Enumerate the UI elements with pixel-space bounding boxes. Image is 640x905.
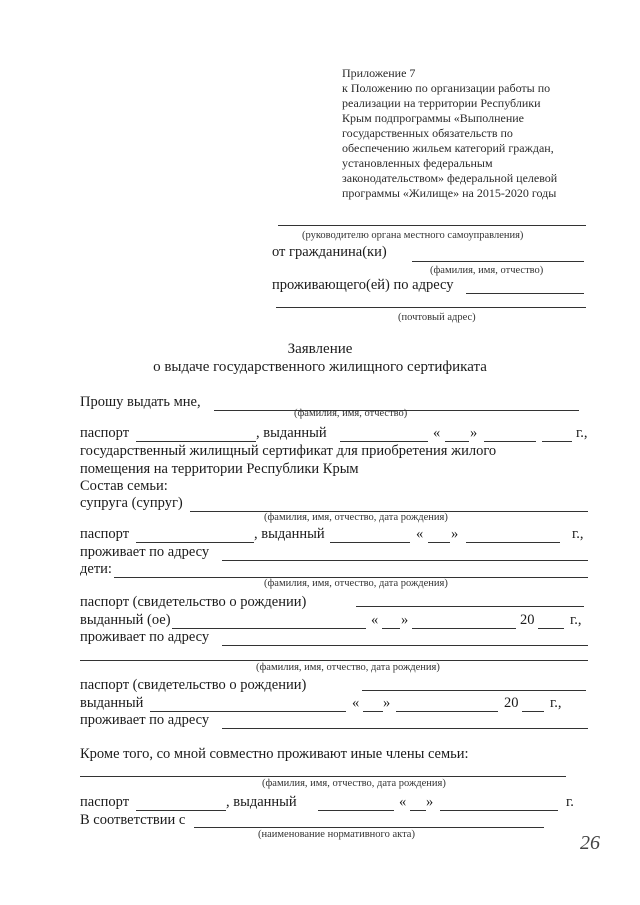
- child2-resides-label: проживает по адресу: [80, 712, 210, 728]
- header-line: государственных обязательств по: [342, 126, 513, 140]
- child-birth-cert-label: паспорт (свидетельство о рождении): [80, 594, 307, 610]
- spouse-address-field[interactable]: [222, 560, 588, 561]
- year-unit: г.,: [550, 695, 562, 711]
- normative-act-field[interactable]: [194, 827, 544, 828]
- year-prefix: 20: [504, 695, 519, 711]
- from-citizen-field[interactable]: [412, 261, 584, 262]
- year-prefix: 20: [520, 612, 535, 628]
- quote-close: »: [383, 695, 391, 711]
- header-line: программы «Жилище» на 2015-2020 годы: [342, 186, 557, 200]
- quote-close: »: [470, 425, 478, 441]
- quote-close: »: [401, 612, 409, 628]
- head-official-line[interactable]: [278, 225, 586, 226]
- spouse-resides-label: проживает по адресу: [80, 544, 210, 560]
- normative-caption: (наименование нормативного акта): [258, 829, 415, 840]
- others-name-field[interactable]: [80, 776, 566, 777]
- request-label: Прошу выдать мне,: [80, 394, 201, 410]
- others-issue-month-field[interactable]: [440, 810, 558, 811]
- spouse-passport-field[interactable]: [136, 542, 254, 543]
- spouse-issued-label: , выданный: [254, 526, 325, 542]
- spouse-issued-by-field[interactable]: [330, 542, 410, 543]
- others-issue-day-field[interactable]: [410, 810, 426, 811]
- header-line: установленных федеральным: [342, 156, 493, 170]
- issue-month-field[interactable]: [484, 441, 536, 442]
- others-passport-label: паспорт: [80, 794, 130, 810]
- residing-label: проживающего(ей) по адресу: [272, 277, 454, 293]
- document-subtitle: о выдаче государственного жилищного сертификата: [153, 359, 487, 375]
- child2-birth-cert-field[interactable]: [362, 690, 586, 691]
- child-issued-label: выданный (ое): [80, 612, 171, 628]
- child2-issue-day-field[interactable]: [363, 711, 383, 712]
- spouse-caption: (фамилия, имя, отчество, дата рождения): [264, 512, 448, 523]
- purpose-line-2: помещения на территории Республики Крым: [80, 461, 359, 477]
- from-citizen-label: от гражданина(ки): [272, 244, 387, 260]
- year-unit: г.,: [572, 526, 584, 542]
- issue-day-field[interactable]: [445, 441, 469, 442]
- quote-close: »: [451, 526, 459, 542]
- others-issued-by-field[interactable]: [318, 810, 394, 811]
- child-resides-label: проживает по адресу: [80, 629, 210, 645]
- head-official-caption: (руководителю органа местного самоуправления): [302, 230, 524, 241]
- header-line: обеспечению жильем категорий граждан,: [342, 141, 554, 155]
- quote-open: «: [371, 612, 379, 628]
- issued-label: , выданный: [256, 425, 327, 441]
- spouse-issue-day-field[interactable]: [428, 542, 450, 543]
- header-line: реализации на территории Республики: [342, 96, 541, 110]
- family-label: Состав семьи:: [80, 478, 168, 494]
- others-label: Кроме того, со мной совместно проживают иные члены семьи:: [80, 746, 469, 762]
- quote-close: »: [426, 794, 434, 810]
- accordance-label: В соответствии с: [80, 812, 186, 828]
- others-issued-label: , выданный: [226, 794, 297, 810]
- others-passport-field[interactable]: [136, 810, 226, 811]
- year-unit-short: г.: [566, 794, 574, 810]
- child2-issue-year-field[interactable]: [522, 711, 544, 712]
- spouse-label: супруга (супруг): [80, 495, 183, 511]
- header-line: к Положению по организации работы по: [342, 81, 551, 95]
- quote-open: «: [399, 794, 407, 810]
- child-issue-year-field[interactable]: [538, 628, 564, 629]
- passport-number-field[interactable]: [136, 441, 256, 442]
- child2-caption: (фамилия, имя, отчество, дата рождения): [256, 662, 440, 673]
- child-issue-month-field[interactable]: [412, 628, 516, 629]
- passport-label: паспорт: [80, 425, 130, 441]
- postal-address-line[interactable]: [276, 307, 586, 308]
- applicant-name-caption: (фамилия, имя, отчество): [294, 408, 408, 419]
- year-unit: г.,: [570, 612, 582, 628]
- child-caption: (фамилия, имя, отчество, дата рождения): [264, 578, 448, 589]
- child-birth-cert-field[interactable]: [356, 606, 584, 607]
- child2-name-field[interactable]: [80, 660, 588, 661]
- others-caption: (фамилия, имя, отчество, дата рождения): [262, 778, 446, 789]
- issued-by-field[interactable]: [340, 441, 428, 442]
- child2-address-field[interactable]: [222, 728, 588, 729]
- quote-open: «: [433, 425, 441, 441]
- issue-year-field[interactable]: [542, 441, 572, 442]
- header-line: Крым подпрограммы «Выполнение: [342, 111, 524, 125]
- from-citizen-caption: (фамилия, имя, отчество): [430, 265, 544, 276]
- child-address-field[interactable]: [222, 645, 588, 646]
- spouse-passport-label: паспорт: [80, 526, 130, 542]
- children-label: дети:: [80, 561, 112, 577]
- postal-caption: (почтовый адрес): [398, 312, 476, 323]
- quote-open: «: [352, 695, 360, 711]
- spouse-issue-month-field[interactable]: [466, 542, 560, 543]
- child2-birth-cert-label: паспорт (свидетельство о рождении): [80, 677, 307, 693]
- document-title: Заявление: [287, 341, 353, 357]
- child2-issue-month-field[interactable]: [396, 711, 498, 712]
- purpose-line: государственный жилищный сертификат для приобретения жилого: [80, 443, 497, 459]
- header-line: Приложение 7: [342, 66, 416, 80]
- child-issue-day-field[interactable]: [382, 628, 400, 629]
- child2-issued-label: выданный: [80, 695, 144, 711]
- page-number: 26: [580, 832, 600, 854]
- header-line: законодательством» федеральной целевой: [342, 171, 558, 185]
- year-unit: г.,: [576, 425, 588, 441]
- quote-open: «: [416, 526, 424, 542]
- residing-field[interactable]: [466, 293, 584, 294]
